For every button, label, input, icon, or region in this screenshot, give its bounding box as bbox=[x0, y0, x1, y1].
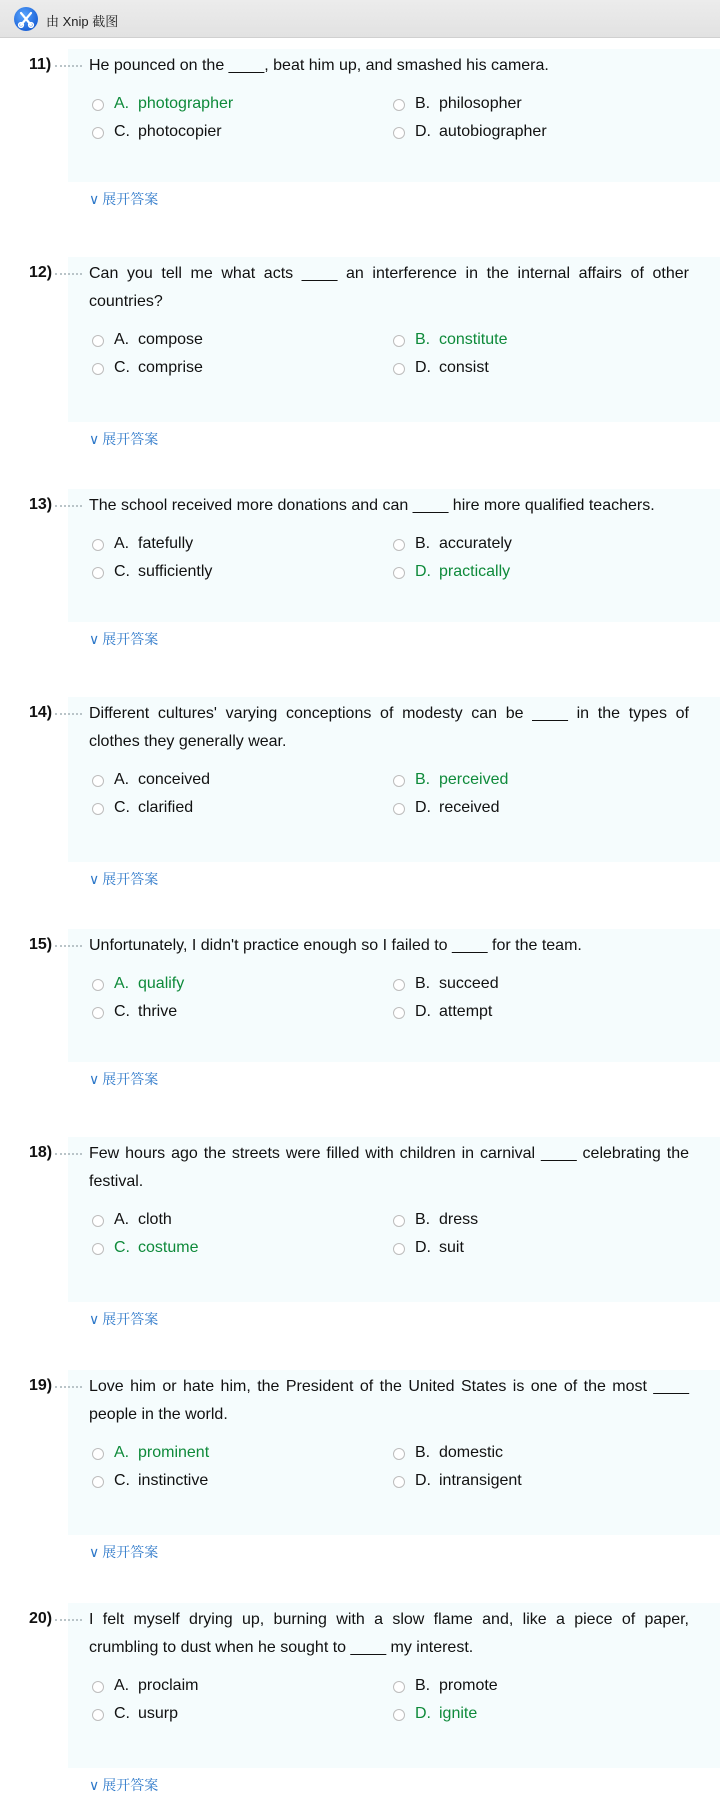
option-letter: A. bbox=[114, 535, 130, 552]
option-text: proclaim bbox=[138, 1677, 199, 1694]
chevron-down-icon: ∨ bbox=[89, 871, 100, 887]
option-text: suit bbox=[439, 1239, 464, 1256]
question-number: 20) bbox=[29, 1610, 53, 1627]
radio-button[interactable] bbox=[92, 567, 104, 579]
option-letter: C. bbox=[114, 799, 130, 816]
option-letter: D. bbox=[415, 359, 431, 376]
option-text: usurp bbox=[138, 1705, 179, 1722]
option-letter: C. bbox=[114, 1239, 130, 1256]
option-text: received bbox=[439, 799, 500, 816]
expand-answer-label: 展开答案 bbox=[102, 431, 159, 447]
expand-answer-label: 展开答案 bbox=[102, 191, 159, 207]
question-text: He pounced on the ____, beat him up, and smashed his camera. bbox=[89, 57, 549, 74]
option-letter: A. bbox=[114, 975, 130, 992]
expand-answer-link[interactable] bbox=[89, 189, 158, 209]
option-letter: A. bbox=[114, 95, 130, 112]
option-letter: D. bbox=[415, 563, 431, 580]
radio-button[interactable] bbox=[92, 1709, 104, 1721]
radio-button[interactable] bbox=[393, 539, 405, 551]
expand-answer-link[interactable] bbox=[89, 869, 158, 889]
radio-button[interactable] bbox=[92, 99, 104, 111]
question-dotted-leader bbox=[55, 1153, 82, 1155]
option-text: intransigent bbox=[439, 1472, 522, 1489]
option-text: autobiographer bbox=[439, 123, 547, 140]
expand-answer-link[interactable] bbox=[89, 1309, 158, 1329]
radio-button[interactable] bbox=[393, 803, 405, 815]
question-number: 18) bbox=[29, 1144, 53, 1161]
question-text: I felt myself drying up, burning with a slow flame and, like a piece of paper, crumbling to dust when he sought to ____ my interest. bbox=[89, 1611, 689, 1656]
question-number: 13) bbox=[29, 496, 53, 513]
question-text: Unfortunately, I didn't practice enough so I failed to ____ for the team. bbox=[89, 937, 582, 954]
option-letter: C. bbox=[114, 1003, 130, 1020]
option-text: instinctive bbox=[138, 1472, 209, 1489]
question-dotted-leader bbox=[55, 505, 82, 507]
title-bar bbox=[0, 0, 720, 38]
option-text: accurately bbox=[439, 535, 512, 552]
radio-button[interactable] bbox=[92, 335, 104, 347]
expand-answer-link[interactable] bbox=[89, 629, 158, 649]
option-letter: A. bbox=[114, 331, 130, 348]
expand-answer-link[interactable] bbox=[89, 1542, 158, 1562]
question-dotted-leader bbox=[55, 1619, 82, 1621]
option-letter: C. bbox=[114, 1705, 130, 1722]
option-text: perceived bbox=[439, 771, 509, 788]
option-letter: D. bbox=[415, 1705, 431, 1722]
option-letter: C. bbox=[114, 563, 130, 580]
option-letter: A. bbox=[114, 1677, 130, 1694]
option-text: prominent bbox=[138, 1444, 210, 1461]
question-dotted-leader bbox=[55, 713, 82, 715]
option-text: cloth bbox=[138, 1211, 172, 1228]
option-letter: D. bbox=[415, 799, 431, 816]
option-text: dress bbox=[439, 1211, 479, 1228]
question-number: 19) bbox=[29, 1377, 53, 1394]
xnip-scissors-icon bbox=[14, 7, 38, 31]
option-text: constitute bbox=[439, 331, 508, 348]
chevron-down-icon: ∨ bbox=[89, 431, 100, 447]
radio-button[interactable] bbox=[92, 363, 104, 375]
expand-answer-label: 展开答案 bbox=[102, 1311, 159, 1327]
radio-button[interactable] bbox=[393, 1007, 405, 1019]
option-text: sufficiently bbox=[138, 563, 213, 580]
option-text: domestic bbox=[439, 1444, 504, 1461]
chevron-down-icon: ∨ bbox=[89, 631, 100, 647]
question-text: Love him or hate him, the President of the United States is one of the most ____ people in the world. bbox=[89, 1378, 689, 1423]
radio-button[interactable] bbox=[92, 127, 104, 139]
radio-button[interactable] bbox=[92, 539, 104, 551]
option-text: compose bbox=[138, 331, 203, 348]
option-letter: D. bbox=[415, 123, 431, 140]
question-text: Can you tell me what acts ____ an interference in the internal affairs of other countries? bbox=[89, 265, 689, 310]
radio-button[interactable] bbox=[92, 1243, 104, 1255]
question-dotted-leader bbox=[55, 1386, 82, 1388]
option-letter: B. bbox=[415, 95, 431, 112]
option-letter: B. bbox=[415, 975, 431, 992]
question-number: 15) bbox=[29, 936, 53, 953]
radio-button[interactable] bbox=[393, 1476, 405, 1488]
chevron-down-icon: ∨ bbox=[89, 1544, 100, 1560]
option-letter: A. bbox=[114, 1211, 130, 1228]
title-bar-text: 由 Xnip 截图 bbox=[46, 14, 119, 29]
question-text: Different cultures' varying conceptions of modesty can be ____ in the types of clothes they generally wear. bbox=[89, 705, 689, 750]
option-letter: C. bbox=[114, 359, 130, 376]
option-text: costume bbox=[138, 1239, 199, 1256]
option-letter: C. bbox=[114, 1472, 130, 1489]
question-number: 12) bbox=[29, 264, 53, 281]
radio-button[interactable] bbox=[92, 979, 104, 991]
option-text: promote bbox=[439, 1677, 498, 1694]
option-text: qualify bbox=[138, 975, 185, 992]
radio-button[interactable] bbox=[393, 363, 405, 375]
radio-button[interactable] bbox=[92, 803, 104, 815]
expand-answer-link[interactable] bbox=[89, 429, 158, 449]
option-text: photographer bbox=[138, 95, 234, 112]
radio-button[interactable] bbox=[393, 1215, 405, 1227]
radio-button[interactable] bbox=[393, 567, 405, 579]
radio-button[interactable] bbox=[393, 99, 405, 111]
question-text: The school received more donations and can ____ hire more qualified teachers. bbox=[89, 497, 655, 514]
expand-answer-label: 展开答案 bbox=[102, 1071, 159, 1087]
option-letter: B. bbox=[415, 1211, 431, 1228]
option-text: ignite bbox=[439, 1705, 478, 1722]
radio-button[interactable] bbox=[92, 1007, 104, 1019]
radio-button[interactable] bbox=[393, 335, 405, 347]
chevron-down-icon: ∨ bbox=[89, 1777, 100, 1793]
question-number: 14) bbox=[29, 704, 53, 721]
option-text: practically bbox=[439, 563, 511, 580]
radio-button[interactable] bbox=[393, 127, 405, 139]
radio-button[interactable] bbox=[393, 1681, 405, 1693]
option-letter: C. bbox=[114, 123, 130, 140]
expand-answer-label: 展开答案 bbox=[102, 1544, 159, 1560]
radio-button[interactable] bbox=[393, 1243, 405, 1255]
option-text: consist bbox=[439, 359, 489, 376]
option-text: thrive bbox=[138, 1003, 178, 1020]
radio-button[interactable] bbox=[393, 1448, 405, 1460]
radio-button[interactable] bbox=[92, 1215, 104, 1227]
radio-button[interactable] bbox=[92, 775, 104, 787]
radio-button[interactable] bbox=[393, 1709, 405, 1721]
radio-button[interactable] bbox=[393, 775, 405, 787]
option-text: fatefully bbox=[138, 535, 194, 552]
question-number: 11) bbox=[29, 56, 52, 73]
option-letter: B. bbox=[415, 331, 431, 348]
option-letter: B. bbox=[415, 1444, 431, 1461]
option-letter: D. bbox=[415, 1003, 431, 1020]
chevron-down-icon: ∨ bbox=[89, 1071, 100, 1087]
option-letter: A. bbox=[114, 771, 130, 788]
question-dotted-leader bbox=[55, 273, 82, 275]
expand-answer-label: 展开答案 bbox=[102, 871, 159, 887]
option-letter: D. bbox=[415, 1472, 431, 1489]
expand-answer-link[interactable] bbox=[89, 1069, 158, 1089]
expand-answer-label: 展开答案 bbox=[102, 1777, 159, 1793]
option-text: succeed bbox=[439, 975, 499, 992]
chevron-down-icon: ∨ bbox=[89, 1311, 100, 1327]
option-letter: A. bbox=[114, 1444, 130, 1461]
radio-button[interactable] bbox=[92, 1681, 104, 1693]
option-letter: B. bbox=[415, 1677, 431, 1694]
option-text: conceived bbox=[138, 771, 211, 788]
chevron-down-icon: ∨ bbox=[89, 191, 100, 207]
option-text: philosopher bbox=[439, 95, 522, 112]
radio-button[interactable] bbox=[92, 1448, 104, 1460]
option-text: comprise bbox=[138, 359, 203, 376]
question-dotted-leader bbox=[55, 945, 82, 947]
expand-answer-label: 展开答案 bbox=[102, 631, 159, 647]
radio-button[interactable] bbox=[393, 979, 405, 991]
option-letter: B. bbox=[415, 771, 431, 788]
option-text: clarified bbox=[138, 799, 194, 816]
option-text: attempt bbox=[439, 1003, 493, 1020]
option-letter: D. bbox=[415, 1239, 431, 1256]
option-letter: B. bbox=[415, 535, 431, 552]
question-dotted-leader bbox=[55, 65, 82, 67]
question-text: Few hours ago the streets were filled with children in carnival ____ celebrating the festival. bbox=[89, 1145, 689, 1190]
radio-button[interactable] bbox=[92, 1476, 104, 1488]
expand-answer-link[interactable] bbox=[89, 1775, 158, 1795]
option-text: photocopier bbox=[138, 123, 222, 140]
